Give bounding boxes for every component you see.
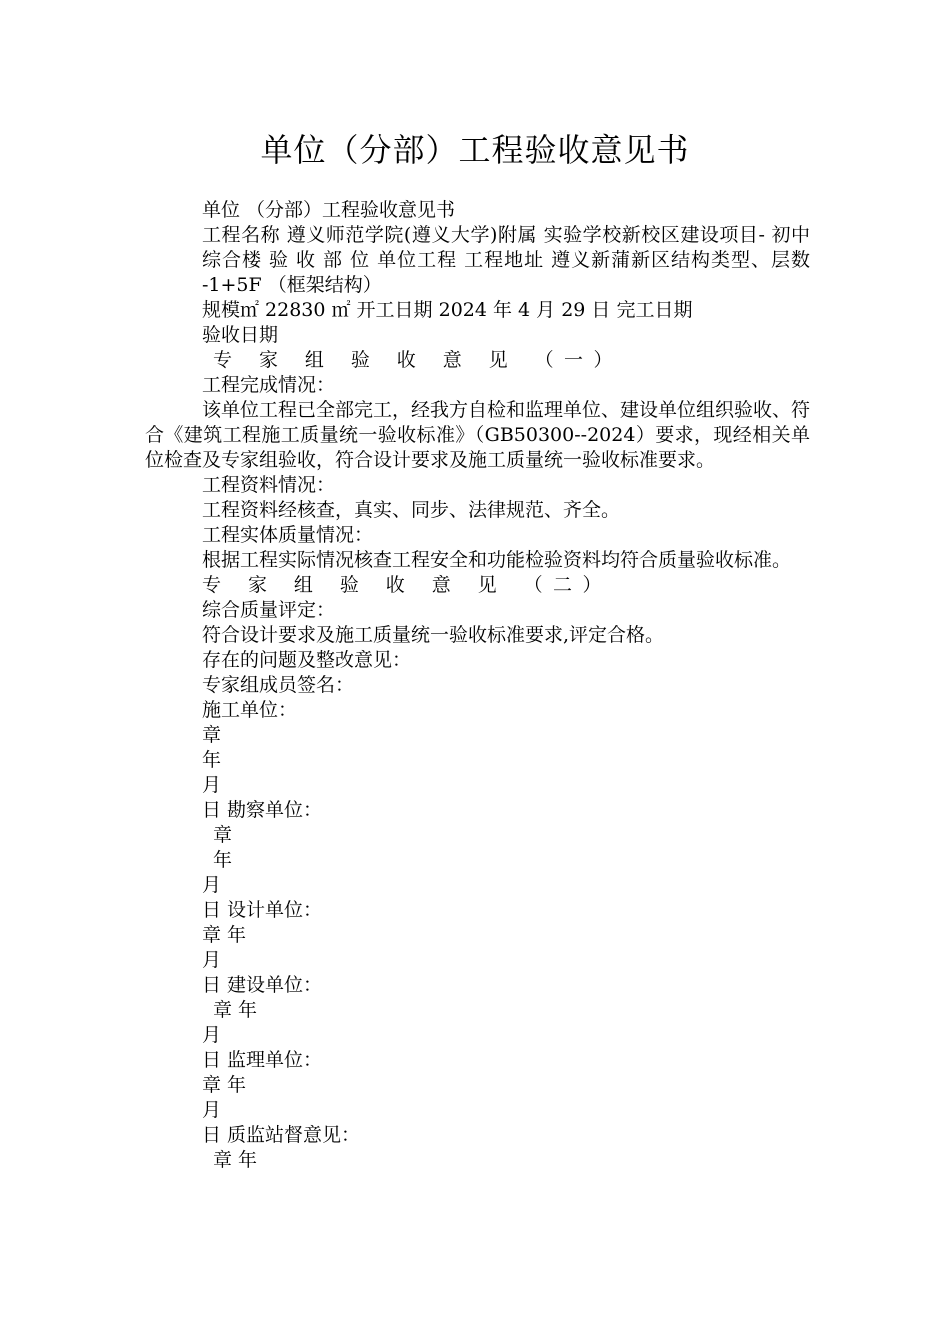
quality-text: 根据工程实际情况核查工程安全和功能检验资料均符合质量验收标准。 <box>202 549 792 571</box>
quality-station-label: 日 质监站督意见： <box>202 1124 361 1146</box>
design-seal-year: 章 年 <box>202 924 247 946</box>
owner-month: 月 <box>202 1024 222 1046</box>
expert-opinion-2-heading: 专 家 组 验 收 意 见 （二） <box>202 574 612 596</box>
completion-label: 工程完成情况： <box>202 374 336 396</box>
acceptance-date: 验收日期 <box>202 324 279 346</box>
heading-repeat: 单位 （分部）工程验收意见书 <box>202 199 456 221</box>
construction-year: 年 <box>202 749 222 771</box>
supervision-seal-year: 章 年 <box>202 1074 247 1096</box>
survey-month: 月 <box>202 874 222 896</box>
project-info: 工程名称 遵义师范学院(遵义大学)附属 实验学校新校区建设项目- 初中综合楼 验 收 部 位 单位工程 工程地址 遵义新蒲新区结构类型、层数 -1+5F （框架结构） <box>202 224 810 296</box>
issues-label: 存在的问题及整改意见： <box>202 649 412 671</box>
survey-year: 年 <box>213 849 233 871</box>
scale-line: 规模㎡ 22830 ㎡ 开工日期 2024 年 4 月 29 日 完工日期 <box>202 299 693 321</box>
completion-text: 该单位工程已全部完工，经我方自检和监理单位、建设单位组织验收、符合《建筑工程施工质量统一验收标准》（GB50300--2024）要求，现经相关单位检查及专家组验收，符合设计要求及施工质量统一验收标准要求。 <box>145 399 811 471</box>
document-body <box>145 198 810 1173</box>
construction-seal: 章 <box>202 724 222 746</box>
quality-station-seal-year: 章 年 <box>213 1149 258 1171</box>
construction-month: 月 <box>202 774 222 796</box>
survey-unit-label: 日 勘察单位： <box>202 799 323 821</box>
survey-seal: 章 <box>213 824 233 846</box>
owner-unit-label: 日 建设单位： <box>202 974 323 996</box>
documents-text: 工程资料经核查，真实、同步、法律规范、齐全。 <box>202 499 621 521</box>
owner-seal-year: 章 年 <box>213 999 258 1021</box>
quality-label: 工程实体质量情况： <box>202 524 374 546</box>
document-title: 单位（分部）工程验收意见书 <box>260 131 690 169</box>
expert-opinion-1-heading: 专 家 组 验 收 意 见 （一） <box>213 349 623 371</box>
supervision-unit-label: 日 监理单位： <box>202 1049 323 1071</box>
documents-label: 工程资料情况： <box>202 474 336 496</box>
overall-text: 符合设计要求及施工质量统一验收标准要求,评定合格。 <box>202 624 665 646</box>
supervision-month: 月 <box>202 1099 222 1121</box>
design-unit-label: 日 设计单位： <box>202 899 323 921</box>
signatures-label: 专家组成员签名： <box>202 674 355 696</box>
overall-label: 综合质量评定： <box>202 599 336 621</box>
construction-unit-label: 施工单位： <box>202 699 298 721</box>
design-month: 月 <box>202 949 222 971</box>
